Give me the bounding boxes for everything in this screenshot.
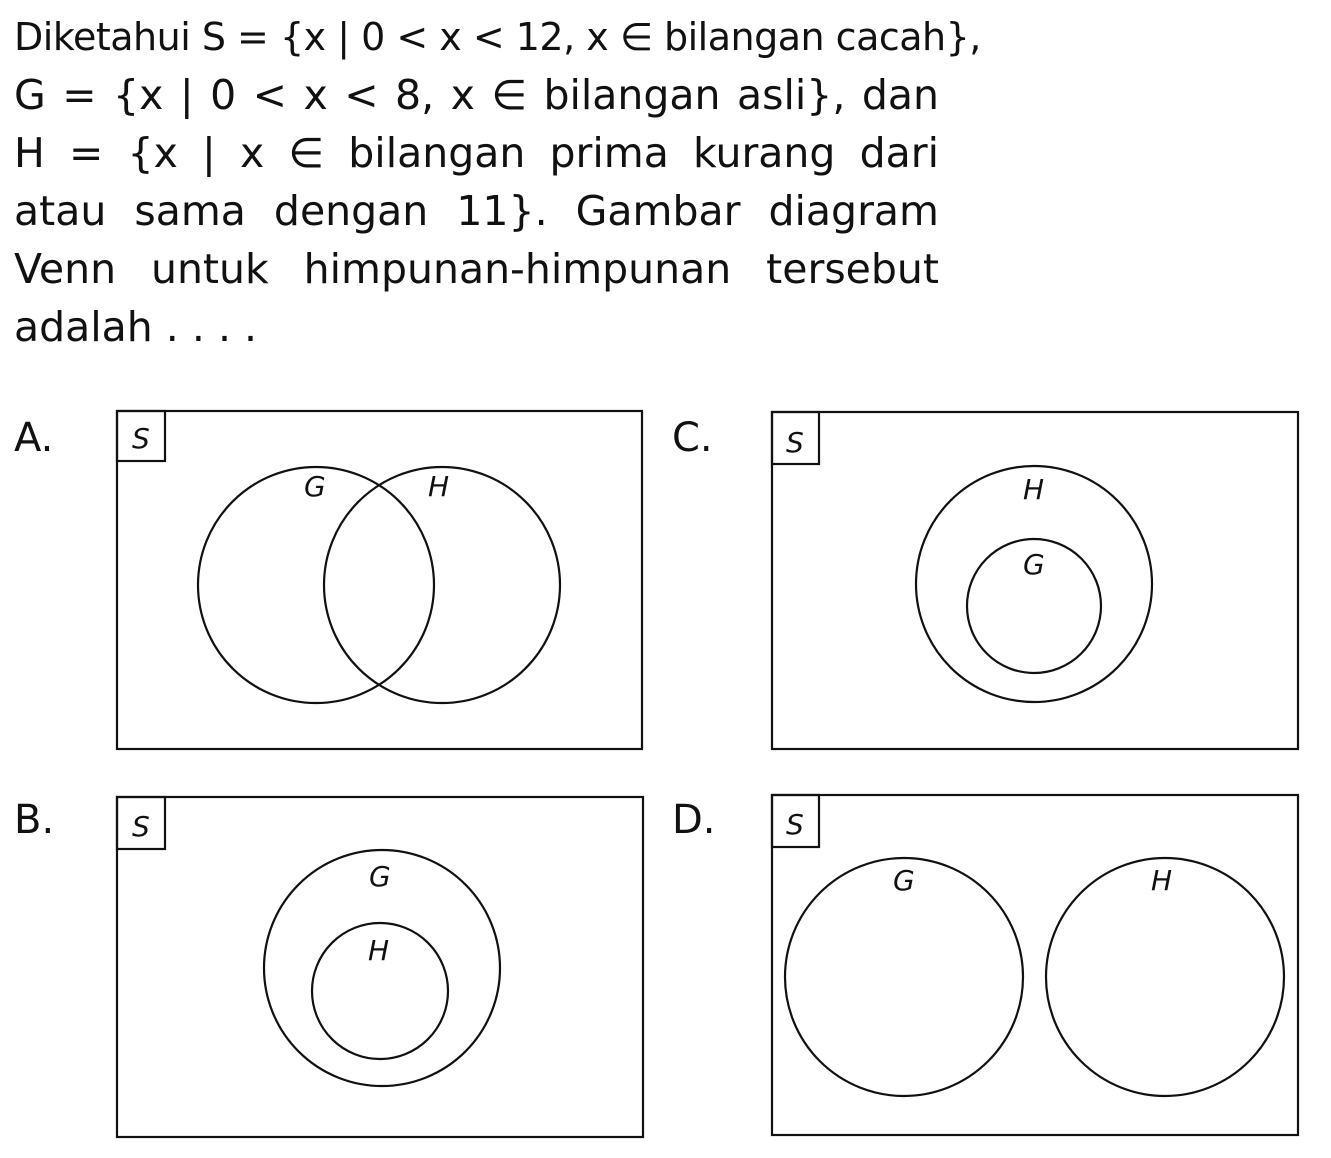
option-b-label-g: G bbox=[369, 860, 391, 893]
option-c-universe-label: S bbox=[786, 426, 804, 459]
option-a-diagram[interactable] bbox=[117, 411, 642, 749]
option-a-label-g: G bbox=[304, 470, 326, 503]
option-b-label[interactable]: B. bbox=[14, 797, 55, 843]
option-d-label-g: G bbox=[893, 864, 915, 897]
option-d-label-h: H bbox=[1151, 864, 1173, 897]
question-line-1: Diketahui S = {x | 0 < x < 12, x ∈ bilangan cacah}, bbox=[14, 15, 981, 59]
question-line-2: G = {x | 0 < x < 8, x ∈ bilangan asli}, dan bbox=[14, 71, 939, 119]
option-b-diagram[interactable] bbox=[117, 797, 643, 1137]
option-a-label-h: H bbox=[428, 470, 450, 503]
option-c-label-g: G bbox=[1023, 548, 1045, 581]
option-d-label[interactable]: D. bbox=[672, 797, 716, 843]
question-line-4: atau sama dengan 11}. Gambar diagram bbox=[14, 187, 939, 235]
question-line-5: Venn untuk himpunan-himpunan tersebut bbox=[14, 245, 939, 293]
option-d-diagram[interactable] bbox=[772, 795, 1298, 1135]
option-a-label[interactable]: A. bbox=[14, 415, 54, 461]
option-a-universe-box bbox=[117, 411, 642, 749]
option-c-label-h: H bbox=[1023, 473, 1045, 506]
option-a-universe-label: S bbox=[132, 422, 150, 455]
question-line-6: adalah . . . . bbox=[14, 303, 258, 351]
option-b-universe-label: S bbox=[132, 810, 150, 843]
option-c-label[interactable]: C. bbox=[672, 415, 713, 461]
question-line-3: H = {x | x ∈ bilangan prima kurang dari bbox=[14, 129, 939, 177]
option-b-label-h: H bbox=[368, 934, 390, 967]
option-d-universe-label: S bbox=[786, 808, 804, 841]
